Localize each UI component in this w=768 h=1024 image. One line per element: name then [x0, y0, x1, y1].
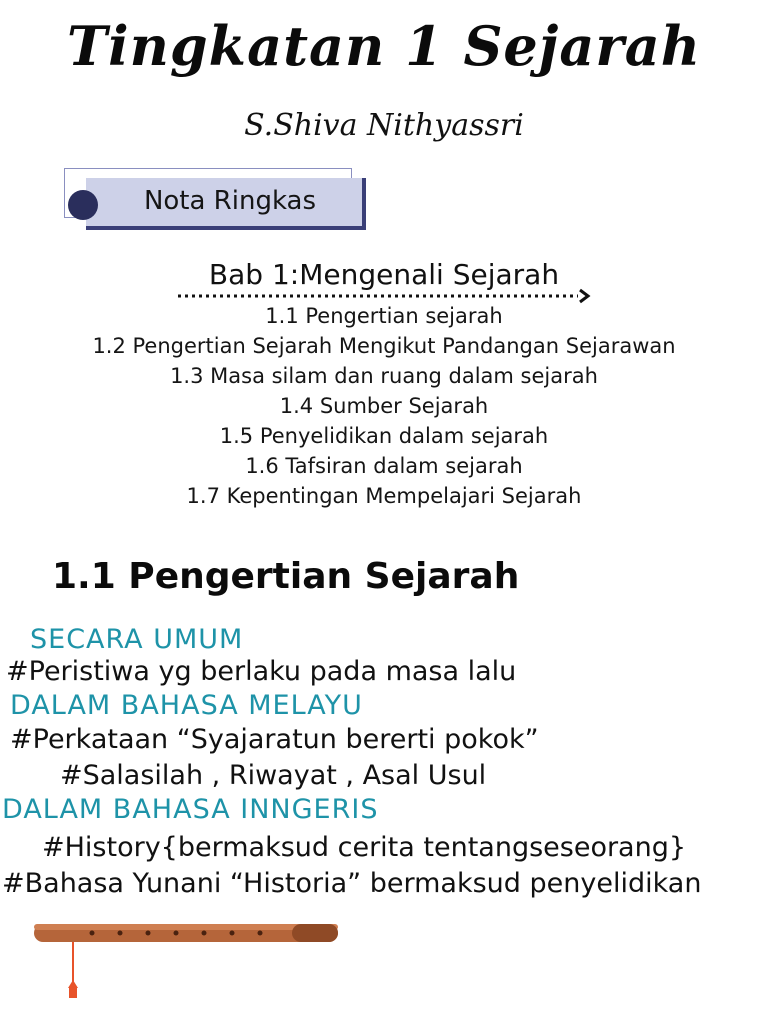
chapter-title: Bab 1:Mengenali Sejarah [208, 258, 560, 291]
label-bahasa-melayu: DALAM BAHASA MELAYU [10, 690, 363, 721]
label-bahasa-inggeris: DALAM BAHASA INNGERIS [2, 794, 379, 825]
toc-item: 1.7 Kepentingan Mempelajari Sejarah [186, 484, 582, 508]
flute-icon [32, 922, 352, 1004]
toc-item: 1.6 Tafsiran dalam sejarah [245, 454, 523, 478]
toc-item: 1.3 Masa silam dan ruang dalam sejarah [170, 364, 598, 388]
toc-item: 1.5 Penyelidikan dalam sejarah [219, 424, 549, 448]
note-inggeris-2: #Bahasa Yunani “Historia” bermaksud penyelidikan [2, 868, 702, 899]
toc-item: 1.4 Sumber Sejarah [279, 394, 489, 418]
toc-item: 1.1 Pengertian sejarah [265, 304, 503, 328]
badge-label: Nota Ringkas [143, 186, 317, 216]
note-inggeris-1: #History{bermaksud cerita tentangseseorang} [42, 832, 687, 863]
page-title: Tingkatan 1 Sejarah [66, 14, 702, 78]
toc-item: 1.2 Pengertian Sejarah Mengikut Pandangan Sejarawan [92, 334, 676, 358]
note-umum: #Peristiwa yg berlaku pada masa lalu [6, 656, 517, 687]
label-secara-umum: SECARA UMUM [30, 624, 244, 655]
note-melayu-1: #Perkataan “Syajaratun bererti pokok” [10, 724, 539, 755]
section-heading: 1.1 Pengertian Sejarah [52, 556, 520, 597]
badge-dot-icon [68, 190, 98, 220]
note-melayu-2: #Salasilah , Riwayat , Asal Usul [60, 760, 487, 791]
dotted-arrow-icon [176, 284, 596, 304]
author-name: S.Shiva Nithyassri [244, 108, 524, 143]
